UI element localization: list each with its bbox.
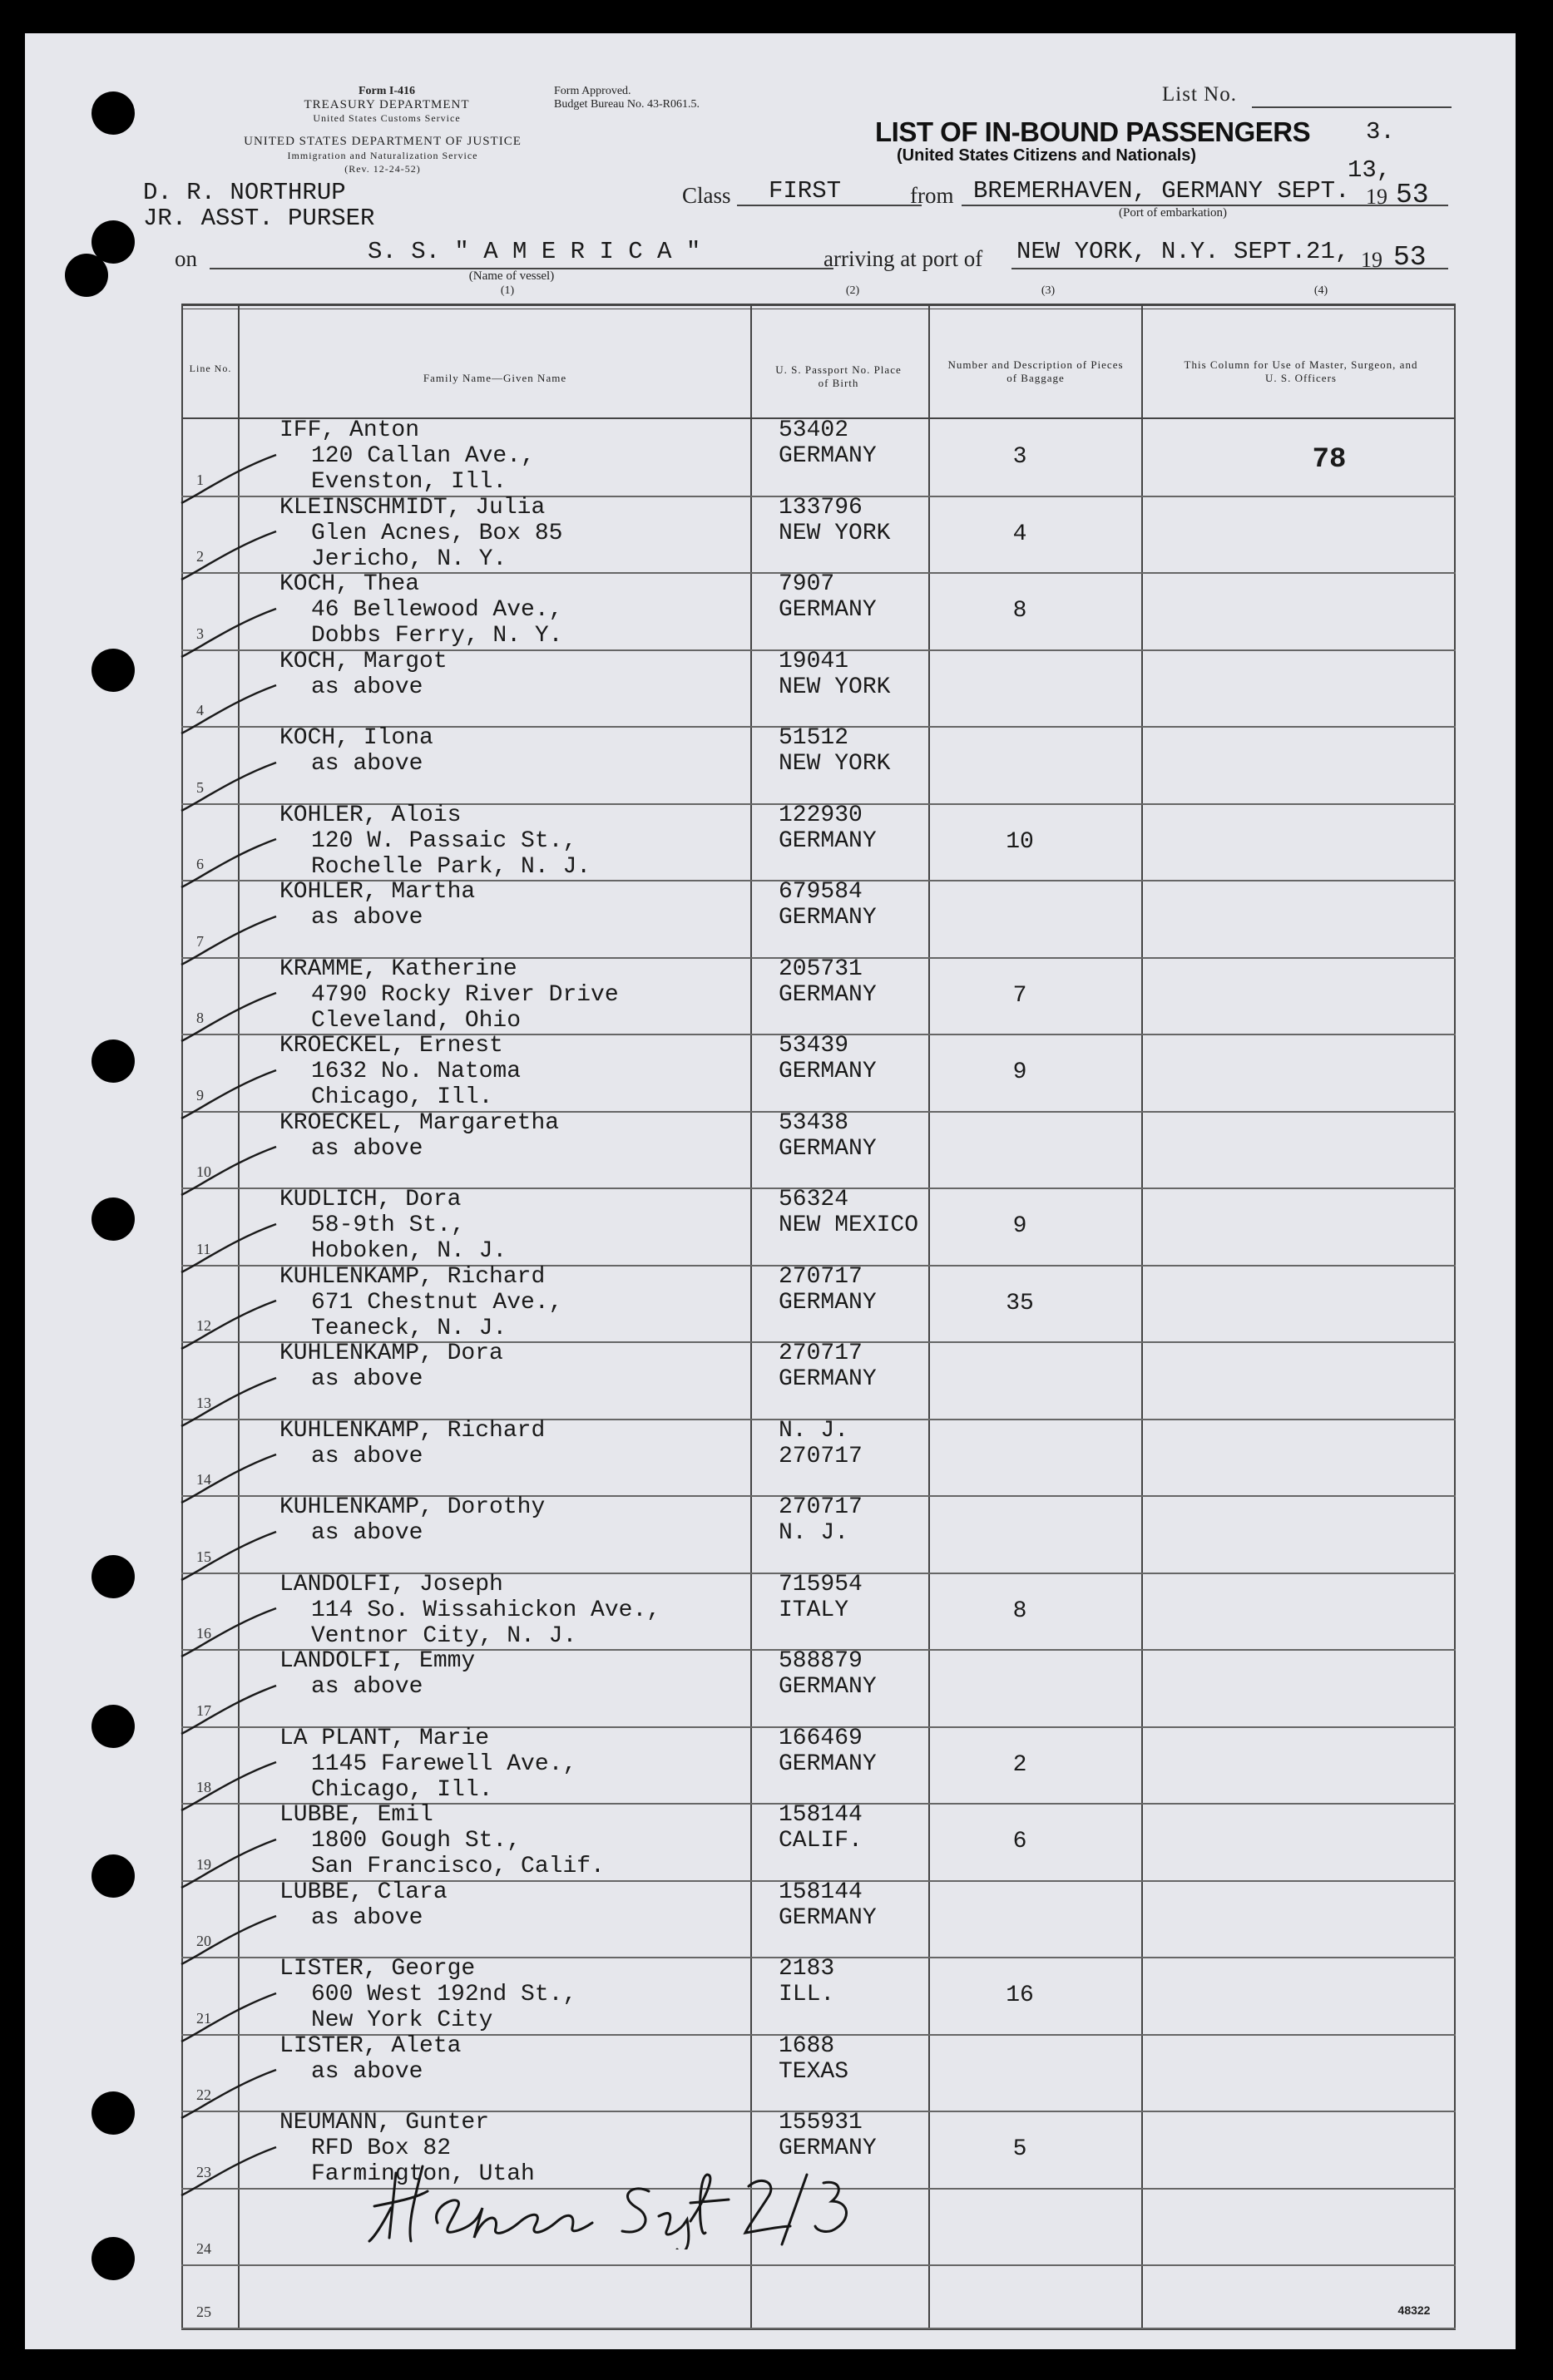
col-header-officers: This Column for Use of Master, Surgeon, and U. S. Officers bbox=[1184, 358, 1418, 384]
embark-year: 53 bbox=[1396, 180, 1429, 210]
passenger-name: KOCH, Ilona bbox=[279, 725, 433, 751]
baggage-count: 8 bbox=[1012, 1598, 1027, 1624]
baggage-count: 5 bbox=[1012, 2136, 1027, 2162]
address-line-2: Rochelle Park, N. J. bbox=[311, 854, 591, 880]
birth-place: GERMANY bbox=[779, 1059, 877, 1084]
passenger-table bbox=[181, 304, 1456, 2330]
baggage-count: 3 bbox=[1012, 444, 1027, 470]
table-row bbox=[181, 419, 1456, 496]
address-line-2: Evenston, Ill. bbox=[311, 469, 507, 495]
baggage-count: 7 bbox=[1012, 983, 1027, 1009]
address-line-1: 600 West 192nd St., bbox=[311, 1982, 577, 2007]
baggage-count: 35 bbox=[1006, 1291, 1034, 1316]
birth-place: GERMANY bbox=[779, 1366, 877, 1392]
passport-number: 166469 bbox=[779, 1726, 863, 1751]
birth-place: GERMANY bbox=[779, 1751, 877, 1777]
address-line-1: as above bbox=[311, 1136, 423, 1162]
address-line-1: 46 Bellewood Ave., bbox=[311, 597, 563, 623]
punch-hole bbox=[65, 254, 108, 297]
line-number: 1 bbox=[196, 472, 204, 488]
address-line-1: 114 So. Wissahickon Ave., bbox=[311, 1597, 661, 1623]
class-label: Class bbox=[682, 183, 731, 208]
line-number: 10 bbox=[196, 1163, 211, 1180]
passport-number: 51512 bbox=[779, 725, 849, 751]
table-row bbox=[181, 881, 1456, 958]
birth-place: ITALY bbox=[779, 1597, 849, 1623]
address-line-1: RFD Box 82 bbox=[311, 2136, 452, 2161]
line-number: 20 bbox=[196, 1933, 211, 1949]
revision: (Rev. 12-24-52) bbox=[344, 163, 421, 175]
line-number: 24 bbox=[196, 2240, 211, 2257]
line-number: 12 bbox=[196, 1317, 211, 1334]
table-row bbox=[181, 1650, 1456, 1727]
table-row bbox=[181, 650, 1456, 727]
address-line-2: Teaneck, N. J. bbox=[311, 1316, 507, 1341]
address-line-2: Jericho, N. Y. bbox=[311, 546, 507, 572]
birth-place: GERMANY bbox=[779, 1136, 877, 1162]
baggage-count: 10 bbox=[1006, 829, 1034, 855]
form-title: LIST OF IN-BOUND PASSENGERS bbox=[875, 116, 1311, 147]
passport-number: 122930 bbox=[779, 802, 863, 828]
birth-place: GERMANY bbox=[779, 443, 877, 469]
birth-place: GERMANY bbox=[779, 905, 877, 931]
arrival-year-prefix: 19 bbox=[1361, 248, 1382, 272]
treasury-dept: TREASURY DEPARTMENT bbox=[304, 98, 470, 111]
address-line-1: 1145 Farewell Ave., bbox=[311, 1751, 577, 1777]
line-number: 17 bbox=[196, 1702, 211, 1719]
passenger-name: LANDOLFI, Joseph bbox=[279, 1572, 503, 1597]
passenger-name: KUHLENKAMP, Dora bbox=[279, 1341, 503, 1366]
punch-hole bbox=[91, 2091, 135, 2135]
address-line-1: 1632 No. Natoma bbox=[311, 1059, 522, 1084]
birth-place: NEW YORK bbox=[779, 674, 891, 700]
address-line-1: as above bbox=[311, 751, 423, 777]
passenger-name: KOCH, Thea bbox=[279, 571, 420, 597]
port-embark-caption: (Port of embarkation) bbox=[1119, 206, 1227, 220]
table-row bbox=[181, 1727, 1456, 1804]
birth-place: NEW YORK bbox=[779, 521, 891, 546]
table-row bbox=[181, 1188, 1456, 1266]
passport-number: 270717 bbox=[779, 1494, 863, 1520]
line-number: 18 bbox=[196, 1779, 211, 1795]
address-line-2: Cleveland, Ohio bbox=[311, 1008, 522, 1034]
punch-hole bbox=[91, 2237, 135, 2280]
passport-number: 158144 bbox=[779, 1879, 863, 1905]
passenger-name: KROECKEL, Margaretha bbox=[279, 1110, 560, 1136]
address-line-2: Hoboken, N. J. bbox=[311, 1238, 507, 1264]
passenger-name: LUBBE, Clara bbox=[279, 1879, 448, 1905]
punch-hole bbox=[91, 1705, 135, 1748]
officer-note: 78 bbox=[1312, 444, 1347, 476]
birth-place: GERMANY bbox=[779, 982, 877, 1008]
from-label: from bbox=[910, 183, 954, 208]
officer-name: D. R. NORTHRUP bbox=[143, 179, 346, 206]
col-num-3: (3) bbox=[1041, 284, 1056, 297]
table-row bbox=[181, 1496, 1456, 1573]
address-line-1: as above bbox=[311, 1905, 423, 1931]
manifest-sheet bbox=[25, 33, 1516, 2349]
line-number: 25 bbox=[196, 2303, 211, 2320]
budget-number: Budget Bureau No. 43-R061.5. bbox=[554, 98, 700, 111]
address-line-1: 120 W. Passaic St., bbox=[311, 828, 577, 854]
justice-dept: UNITED STATES DEPARTMENT OF JUSTICE bbox=[244, 135, 522, 148]
address-line-1: 1800 Gough St., bbox=[311, 1828, 522, 1854]
passport-number: 56324 bbox=[779, 1187, 849, 1212]
address-line-2: San Francisco, Calif. bbox=[311, 1854, 605, 1879]
punch-hole bbox=[91, 1039, 135, 1083]
punch-hole bbox=[91, 1854, 135, 1898]
line-number: 7 bbox=[196, 933, 204, 950]
col-num-2: (2) bbox=[845, 284, 860, 297]
form-approval: Form Approved. bbox=[554, 85, 631, 97]
passenger-name: LANDOLFI, Emmy bbox=[279, 1648, 476, 1674]
baggage-count: 16 bbox=[1006, 1983, 1034, 2008]
address-line-1: as above bbox=[311, 2059, 423, 2085]
passport-number: N. J. bbox=[779, 1418, 849, 1444]
col-header-baggage: Number and Description of Pieces of Baggage bbox=[947, 358, 1124, 384]
address-line-1: 120 Callan Ave., bbox=[311, 443, 535, 469]
passport-number: 715954 bbox=[779, 1572, 863, 1597]
passenger-name: LISTER, Aleta bbox=[279, 2033, 462, 2059]
line-number: 15 bbox=[196, 1548, 211, 1565]
address-line-1: as above bbox=[311, 905, 423, 931]
passenger-name: KOHLER, Martha bbox=[279, 879, 476, 905]
arrival-port: NEW YORK, N.Y. SEPT.21, bbox=[1016, 238, 1350, 265]
vessel-caption: (Name of vessel) bbox=[468, 269, 555, 283]
table-row bbox=[181, 1573, 1456, 1650]
line-number: 21 bbox=[196, 2010, 211, 2027]
col-num-1: (1) bbox=[500, 284, 515, 297]
passenger-name: KUHLENKAMP, Richard bbox=[279, 1264, 546, 1290]
passport-number: 1688 bbox=[779, 2033, 835, 2059]
passenger-name: LISTER, George bbox=[279, 1956, 476, 1982]
form-serial: 48322 bbox=[1397, 2303, 1431, 2317]
line-number: 23 bbox=[196, 2164, 211, 2180]
on-label: on bbox=[175, 246, 197, 271]
col-header-passport: U. S. Passport No. Place of Birth bbox=[775, 363, 902, 389]
punch-hole bbox=[91, 1555, 135, 1598]
embark-year-prefix: 19 bbox=[1366, 185, 1387, 209]
list-no-label: List No. bbox=[1162, 83, 1237, 106]
address-line-1: as above bbox=[311, 1444, 423, 1469]
table-row bbox=[181, 1958, 1456, 2035]
passenger-name: IFF, Anton bbox=[279, 417, 420, 443]
address-line-2: Ventnor City, N. J. bbox=[311, 1623, 577, 1649]
table-row bbox=[181, 1804, 1456, 1881]
passport-number: 133796 bbox=[779, 495, 863, 521]
passenger-name: KROECKEL, Ernest bbox=[279, 1033, 503, 1059]
line-number: 19 bbox=[196, 1856, 211, 1873]
birth-place: NEW MEXICO bbox=[779, 1212, 919, 1238]
line-number: 4 bbox=[196, 702, 204, 718]
birth-place: GERMANY bbox=[779, 1674, 877, 1700]
line-number: 2 bbox=[196, 548, 204, 565]
embark-day: 13, bbox=[1348, 156, 1392, 184]
table-row bbox=[181, 1420, 1456, 1496]
line-number: 16 bbox=[196, 1625, 211, 1642]
line-number: 6 bbox=[196, 856, 204, 872]
col-header-name: Family Name—Given Name bbox=[423, 372, 567, 384]
passport-number: 7907 bbox=[779, 571, 835, 597]
address-line-1: 58-9th St., bbox=[311, 1212, 465, 1238]
passport-number: 53438 bbox=[779, 1110, 849, 1136]
baggage-count: 2 bbox=[1012, 1752, 1027, 1778]
birth-place: GERMANY bbox=[779, 2136, 877, 2161]
address-line-1: Glen Acnes, Box 85 bbox=[311, 521, 563, 546]
birth-place: GERMANY bbox=[779, 597, 877, 623]
line-number: 13 bbox=[196, 1395, 211, 1411]
passenger-name: KUDLICH, Dora bbox=[279, 1187, 462, 1212]
form-subtitle: (United States Citizens and Nationals) bbox=[897, 146, 1197, 165]
passenger-name: KOCH, Margot bbox=[279, 649, 448, 674]
passport-number: 205731 bbox=[779, 956, 863, 982]
line-number: 11 bbox=[196, 1241, 211, 1257]
table-row bbox=[181, 1881, 1456, 1958]
birth-place: CALIF. bbox=[779, 1828, 863, 1854]
baggage-count: 9 bbox=[1012, 1213, 1027, 1239]
ins-service: Immigration and Naturalization Service bbox=[287, 150, 478, 161]
punch-hole bbox=[91, 1197, 135, 1241]
line-number: 3 bbox=[196, 625, 204, 642]
table-row bbox=[181, 1112, 1456, 1188]
line-number: 14 bbox=[196, 1471, 211, 1488]
passport-number: 270717 bbox=[779, 1264, 863, 1290]
passport-number: 19041 bbox=[779, 649, 849, 674]
table-row bbox=[181, 2265, 1456, 2328]
line-number: 22 bbox=[196, 2086, 211, 2103]
vessel-name: S. S. " A M E R I C A " bbox=[368, 238, 701, 265]
passenger-name: KOHLER, Alois bbox=[279, 802, 462, 828]
passenger-name: KUHLENKAMP, Dorothy bbox=[279, 1494, 546, 1520]
arrival-year: 53 bbox=[1393, 242, 1427, 273]
line-number: 5 bbox=[196, 779, 204, 796]
officer-signature bbox=[358, 2158, 973, 2249]
address-line-2: Chicago, Ill. bbox=[311, 1084, 493, 1110]
table-row bbox=[181, 496, 1456, 573]
table-row bbox=[181, 2035, 1456, 2111]
baggage-count: 6 bbox=[1012, 1829, 1027, 1854]
birth-place: GERMANY bbox=[779, 1905, 877, 1931]
passport-number: 155931 bbox=[779, 2110, 863, 2136]
address-line-1: 671 Chestnut Ave., bbox=[311, 1290, 563, 1316]
passenger-name: LUBBE, Emil bbox=[279, 1802, 433, 1828]
passport-number: 158144 bbox=[779, 1802, 863, 1828]
birth-place: GERMANY bbox=[779, 828, 877, 854]
address-line-1: as above bbox=[311, 1674, 423, 1700]
birth-place: NEW YORK bbox=[779, 751, 891, 777]
birth-place: N. J. bbox=[779, 1520, 849, 1546]
address-line-1: as above bbox=[311, 674, 423, 700]
passport-number: 53439 bbox=[779, 1033, 849, 1059]
passport-number: 2183 bbox=[779, 1956, 835, 1982]
table-row bbox=[181, 1342, 1456, 1420]
passport-number: 53402 bbox=[779, 417, 849, 443]
col-num-4: (4) bbox=[1313, 284, 1328, 297]
punch-hole bbox=[91, 649, 135, 692]
passport-number: 270717 bbox=[779, 1341, 863, 1366]
table-row bbox=[181, 804, 1456, 881]
table-row bbox=[181, 573, 1456, 650]
passenger-name: KLEINSCHMIDT, Julia bbox=[279, 495, 546, 521]
address-line-1: as above bbox=[311, 1520, 423, 1546]
form-number: Form I-416 bbox=[358, 85, 416, 97]
table-row bbox=[181, 958, 1456, 1034]
passenger-name: LA PLANT, Marie bbox=[279, 1726, 490, 1751]
arriving-label: arriving at port of bbox=[823, 246, 983, 271]
address-line-1: as above bbox=[311, 1366, 423, 1392]
passenger-name: NEUMANN, Gunter bbox=[279, 2110, 490, 2136]
officer-title: JR. ASST. PURSER bbox=[143, 205, 375, 232]
address-line-2: New York City bbox=[311, 2007, 493, 2033]
birth-place: TEXAS bbox=[779, 2059, 849, 2085]
address-line-2: Dobbs Ferry, N. Y. bbox=[311, 623, 563, 649]
col-header-line: Line No. bbox=[189, 363, 232, 374]
embark-port: BREMERHAVEN, GERMANY SEPT. bbox=[973, 177, 1350, 205]
birth-place: GERMANY bbox=[779, 1290, 877, 1316]
address-line-2: Chicago, Ill. bbox=[311, 1777, 493, 1803]
table-row bbox=[181, 1266, 1456, 1342]
baggage-count: 8 bbox=[1012, 598, 1027, 624]
table-row bbox=[181, 1034, 1456, 1112]
baggage-count: 4 bbox=[1012, 521, 1027, 547]
punch-hole bbox=[91, 91, 135, 135]
address-line-1: 4790 Rocky River Drive bbox=[311, 982, 619, 1008]
list-number: 3. bbox=[1366, 118, 1395, 146]
passport-number: 588879 bbox=[779, 1648, 863, 1674]
birth-place: 270717 bbox=[779, 1444, 863, 1469]
passenger-name: KUHLENKAMP, Richard bbox=[279, 1418, 546, 1444]
class-value: FIRST bbox=[769, 177, 842, 205]
address-line-2: Farmington, Utah bbox=[311, 2161, 535, 2187]
passenger-name: KRAMME, Katherine bbox=[279, 956, 517, 982]
line-number: 9 bbox=[196, 1087, 204, 1104]
baggage-count: 9 bbox=[1012, 1059, 1027, 1085]
birth-place: ILL. bbox=[779, 1982, 835, 2007]
line-number: 8 bbox=[196, 1010, 204, 1026]
table-row bbox=[181, 727, 1456, 804]
customs-service: United States Customs Service bbox=[313, 112, 461, 124]
passport-number: 679584 bbox=[779, 879, 863, 905]
